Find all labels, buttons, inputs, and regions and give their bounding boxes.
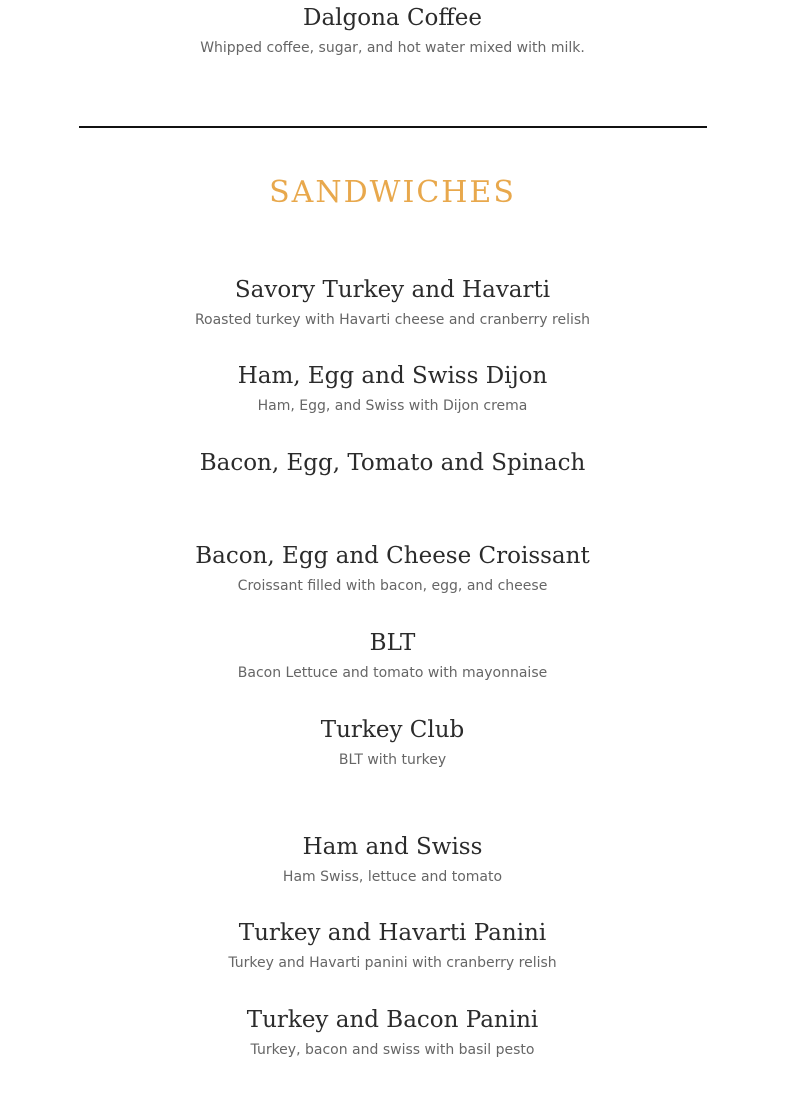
item-name: Savory Turkey and Havarti: [234, 277, 551, 303]
item-description: Bacon Lettuce and tomato with mayonnaise: [237, 665, 548, 681]
item-description: Croissant filled with bacon, egg, and cheese: [237, 578, 548, 594]
menu-item: [0, 542, 785, 596]
item-name: Turkey and Bacon Panini: [246, 1007, 539, 1033]
menu-item-dalgona-coffee: [0, 4, 785, 58]
item-name: Turkey and Havarti Panini: [238, 920, 547, 946]
menu-item: [0, 833, 785, 887]
item-description: Roasted turkey with Havarti cheese and cranberry relish: [194, 312, 591, 328]
item-name: Bacon, Egg and Cheese Croissant: [195, 543, 590, 569]
item-name: Ham, Egg and Swiss Dijon: [237, 363, 548, 389]
menu-item: [0, 1006, 785, 1060]
menu-item: [0, 362, 785, 416]
menu-item: [0, 716, 785, 770]
menu-item: [0, 629, 785, 683]
item-name: Bacon, Egg, Tomato and Spinach: [199, 450, 586, 476]
section-divider: [79, 126, 707, 128]
menu-item: [0, 449, 785, 483]
item-name: Turkey Club: [320, 717, 465, 743]
section-title: SANDWICHES: [269, 175, 516, 210]
item-description: Turkey and Havarti panini with cranberry relish: [228, 955, 557, 971]
item-description: Ham Swiss, lettuce and tomato: [282, 869, 503, 885]
item-description: Turkey, bacon and swiss with basil pesto: [250, 1042, 535, 1058]
item-description: Ham, Egg, and Swiss with Dijon crema: [257, 398, 528, 414]
menu-item: [0, 276, 785, 330]
item-name: Ham and Swiss: [302, 834, 483, 860]
item-description: BLT with turkey: [338, 752, 447, 768]
item-description: Whipped coffee, sugar, and hot water mixed with milk.: [200, 40, 585, 56]
item-name: BLT: [369, 630, 416, 656]
item-name: Dalgona Coffee: [303, 5, 482, 31]
menu-item: [0, 919, 785, 973]
